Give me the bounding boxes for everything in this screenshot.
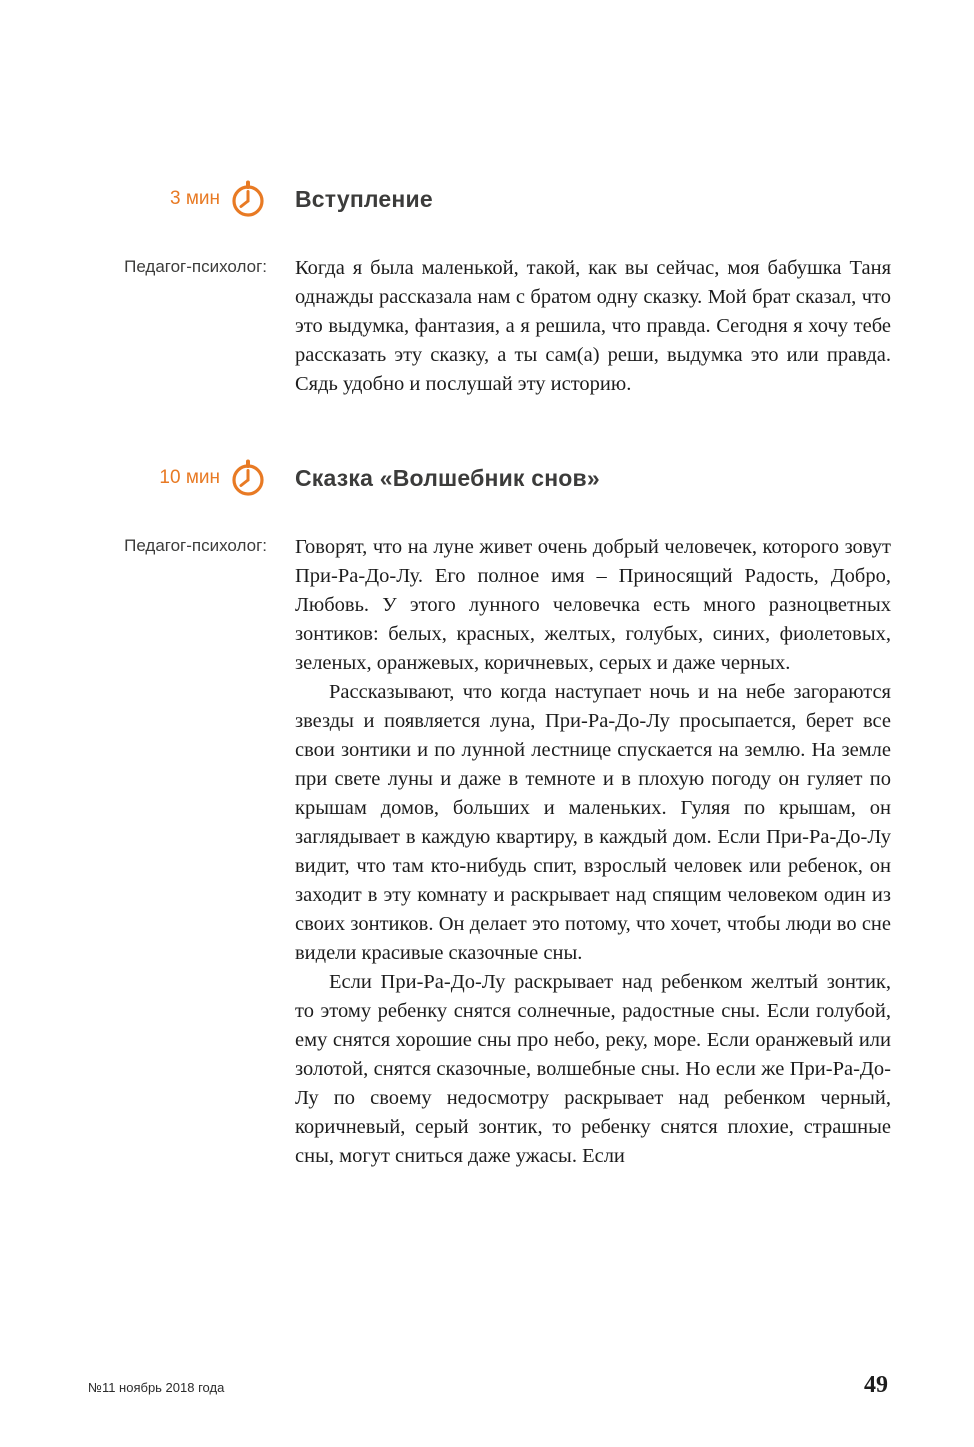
section-body xyxy=(0,254,974,399)
page-number: 49 xyxy=(864,1372,888,1398)
section-text xyxy=(295,533,891,1171)
section-title: Сказка «Волшебник снов» xyxy=(295,464,600,491)
section-time-cell xyxy=(0,180,267,218)
section-body xyxy=(0,533,974,1171)
paragraph: Когда я была маленькой, такой, как вы сейчас, моя бабушка Таня однажды рассказала нам с братом одну сказку. Мой брат сказал, что это выдумка, фантазия, а я решила, что правда. Сегодня я хочу тебе рассказать эту сказку, а ты сам(а) реши, выдумка это или правда. Сядь удобно и послушай эту историю. xyxy=(295,257,891,395)
page-footer xyxy=(0,1369,974,1399)
section-introduction xyxy=(0,180,974,399)
timer-clock-icon xyxy=(229,459,267,497)
issue-label: №11 ноябрь 2018 года xyxy=(88,1380,225,1395)
section-time-cell xyxy=(0,459,267,497)
paragraph: Говорят, что на луне живет очень добрый человечек, которого зовут При-Ра-До-Лу. Его полное имя – Приносящий Радость, Добро, Любовь. У этого лунного человечка есть много разноцветных зонтиков: белых, красных, желтых, голубых, синих, фиолетовых, зеленых, оранжевых, коричневых, серых и даже черных. xyxy=(295,536,891,674)
duration-label: 3 мин xyxy=(169,188,220,209)
section-header xyxy=(0,180,974,218)
section-header xyxy=(0,459,974,497)
speaker-label: Педагог-психолог: xyxy=(124,257,267,276)
section-title: Вступление xyxy=(295,185,433,212)
section-text xyxy=(295,254,891,399)
duration-label: 10 мин xyxy=(159,467,220,488)
paragraph: Рассказывают, что когда наступает ночь и на небе загораются звезды и появляется луна, При-Ра-До-Лу просыпается, берет все свои зонтики и по лунной лестнице спускается на землю. На земле при свете луны и даже в темноте и в плохую погоду он гуляет по крышам домов, больших и маленьких. Гуляя по крышам, он заглядывает в каждую квартиру, в каждый дом. Если При-Ра-До-Лу видит, что там кто-нибудь спит, взрослый человек или ребенок, он заходит в эту комнату и раскрывает над спящим человеком один из своих зонтиков. Он делает это потому, что хочет, чтобы люди во сне видели красивые сказочные сны. xyxy=(295,681,891,964)
section-fairy-tale xyxy=(0,459,974,1171)
timer-clock-icon xyxy=(229,180,267,218)
paragraph: Если При-Ра-До-Лу раскрывает над ребенком желтый зонтик, то этому ребенку снятся солнечные, радостные сны. Если голубой, ему снятся хорошие сны про небо, реку, море. Если оранжевый или золотой, снятся сказочные, волшебные сны. Но если же При-Ра-До-Лу по своему недосмотру раскрывает над ребенком черный, коричневый, серый зонтик, то ребенку снятся плохие, страшные сны, могут сниться даже ужасы. Если xyxy=(295,971,891,1167)
speaker-label: Педагог-психолог: xyxy=(124,536,267,555)
